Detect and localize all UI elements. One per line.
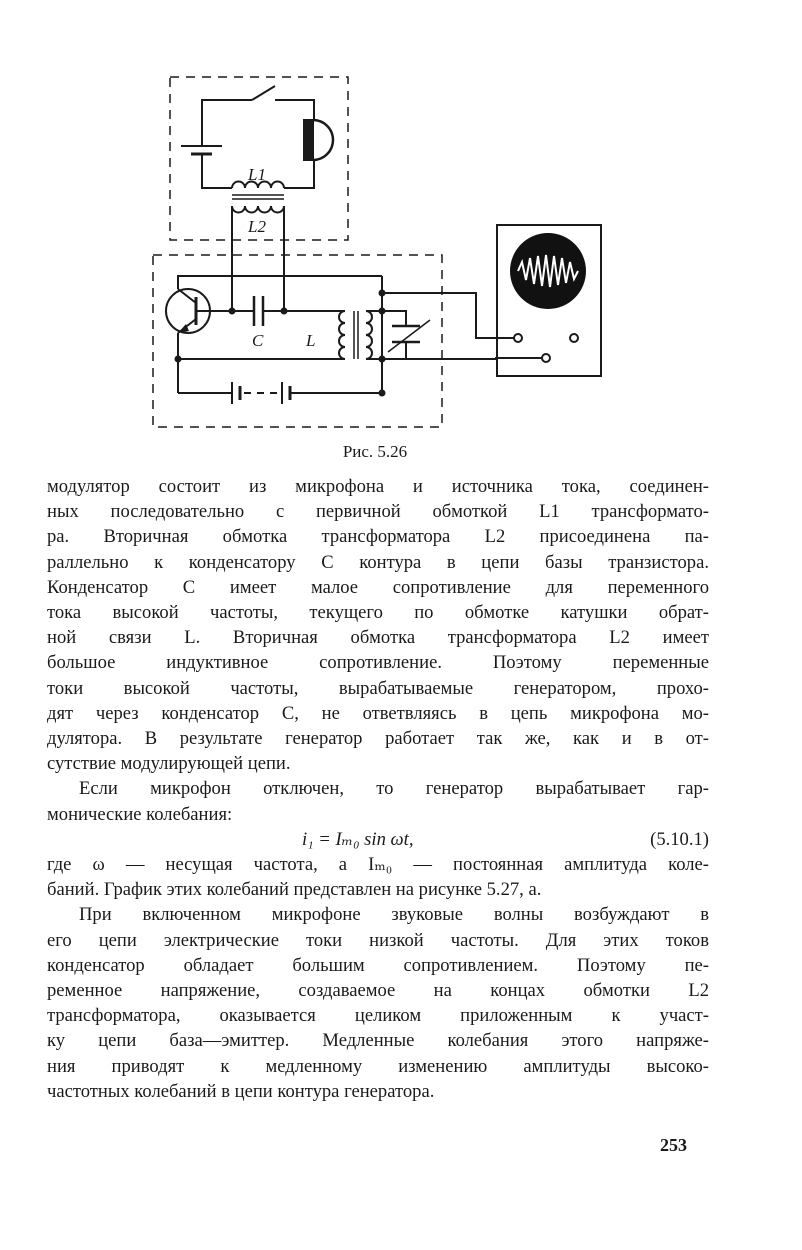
text-line: ных последовательно с первичной обмоткой L1 трансформато- xyxy=(47,501,709,523)
paragraph-1 xyxy=(47,474,709,776)
label-L: L xyxy=(306,331,316,350)
formula-5-10-1 xyxy=(47,827,709,852)
text-line: сутствие модулирующей цепи. xyxy=(47,753,291,775)
junction-dot xyxy=(175,356,182,363)
wire-top-right xyxy=(275,100,314,120)
text-line: его цепи электрические токи низкой частоты. Для этих токов xyxy=(47,929,709,951)
text-line: Конденсатор C имеет малое сопротивление для переменного xyxy=(47,576,709,598)
scope-terminal-1 xyxy=(514,334,522,342)
paragraph-3 xyxy=(47,852,709,902)
wire-to-scope-2 xyxy=(382,358,542,359)
label-L2: L2 xyxy=(248,217,266,236)
junction-dot xyxy=(229,308,236,315)
scope-terminal-3 xyxy=(542,354,550,362)
wire-top-left xyxy=(202,100,252,146)
text-line: ра. Вторичная обмотка трансформатора L2 присоединена па- xyxy=(47,526,709,548)
junction-dot xyxy=(379,290,386,297)
text-line: Если микрофон отключен, то генератор вырабатывает гар- xyxy=(79,778,709,800)
formula-number: (5.10.1) xyxy=(650,828,709,850)
scope-terminal-2 xyxy=(570,334,578,342)
circuit-figure xyxy=(145,70,615,440)
text-line: тока высокой частоты, текущего по обмотке катушки обрат- xyxy=(47,602,709,624)
text-line: ной связи L. Вторичная обмотка трансформатора L2 имеет xyxy=(47,627,709,649)
coil-tank xyxy=(366,311,372,359)
wire-varcap-bottom xyxy=(382,342,406,359)
coil-L xyxy=(339,311,345,359)
coil-L2 xyxy=(232,206,284,213)
text-line: трансформатора, оказывается целиком приложенным к участ- xyxy=(47,1005,709,1027)
text-line: модулятор состоит из микрофона и источника тока, соединен- xyxy=(47,476,709,497)
text-line: где ω — несущая частота, а Iₘ₀ — постоянная амплитуда коле- xyxy=(47,854,709,876)
wire-to-scope-1 xyxy=(382,293,514,338)
text-line: дулятора. В результате генератор работает так же, как и в от- xyxy=(47,728,709,750)
label-L1: L1 xyxy=(248,165,266,184)
text-line: большое индуктивное сопротивление. Поэтому переменные xyxy=(47,652,709,674)
circuit-diagram xyxy=(145,70,615,440)
transistor-collector xyxy=(178,289,196,303)
text-line: ку цепи база—эмиттер. Медленные колебания этого напряже- xyxy=(47,1030,709,1052)
switch-lever xyxy=(252,86,275,100)
junction-dot xyxy=(379,308,386,315)
junction-dot xyxy=(379,356,386,363)
junction-dot xyxy=(379,390,386,397)
text-line: дят через конденсатор C, не ответвляясь в цепь микрофона мо- xyxy=(47,702,709,724)
text-line: токи высокой частоты, вырабатываемые генератором, прохо- xyxy=(47,677,709,699)
figure-caption: Рис. 5.26 xyxy=(342,442,408,461)
junction-dot xyxy=(281,308,288,315)
wire-varcap-top xyxy=(382,311,406,326)
text-line: частотных колебаний в цепи контура генератора. xyxy=(47,1080,435,1102)
microphone-base xyxy=(304,120,313,160)
wire-bottom-right xyxy=(284,160,314,188)
wire-bottom-left xyxy=(202,154,232,188)
body-text xyxy=(47,474,709,1104)
text-line: монические колебания: xyxy=(47,803,233,825)
formula-expression: i₁ = Iₘ₀ sin ωt, xyxy=(302,828,414,850)
page-number: 253 xyxy=(660,1135,687,1155)
text-line: конденсатор обладает большим сопротивлением. Поэтому пе- xyxy=(47,954,709,976)
paragraph-2 xyxy=(47,776,709,826)
text-line: баний. График этих колебаний представлен на рисунке 5.27, а. xyxy=(47,879,542,901)
text-line: При включенном микрофоне звуковые волны возбуждают в xyxy=(79,904,709,926)
paragraph-4 xyxy=(47,902,709,1104)
text-line: ременное напряжение, создаваемое на концах обмотки L2 xyxy=(47,980,709,1002)
text-line: ния приводят к медленному изменению амплитуды высоко- xyxy=(47,1055,709,1077)
wire-top-rail xyxy=(178,276,382,289)
label-C: C xyxy=(252,331,264,350)
text-line: раллельно к конденсатору C контура в цепи базы транзистора. xyxy=(47,551,709,573)
microphone-dome xyxy=(313,120,333,160)
